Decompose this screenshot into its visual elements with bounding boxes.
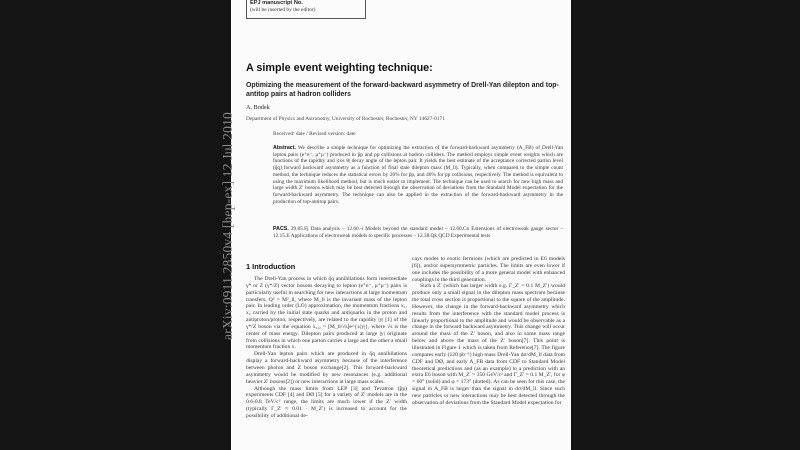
paragraph: Drell-Yan lepton pairs which are produced in q̄q annihilations display a forward-backward asymmetry because of the interference between photon and Z boson exchange[2]. This forward-backward asymmetry would be modified by new resonances (e.g. additional heavier Z′ bosons[2]) or new interactions at large mass scales. (246, 351, 407, 385)
editor-note: (will be inserted by the editor) (250, 7, 316, 13)
paper-page (231, 0, 571, 450)
pacs (273, 226, 563, 239)
arxiv-identifier: arXiv:0911.2850v4 [hep-ex] 12 Jul 2010 (220, 112, 235, 340)
pacs-text: 29.85.Fj Data analysis – 12.60.-i Models beyond the standard model – 12.60.Cn Extensions of electroweak gauge sector – 12.15.Ji Applications of electroweak models to specific processes – 12.38.Qk QCD Experimental tests (273, 226, 563, 239)
abstract (273, 145, 563, 205)
abstract-label: Abstract. (273, 145, 296, 151)
paper-title: A simple event weighting technique: (246, 62, 433, 74)
right-column (412, 256, 565, 407)
affiliation: Department of Physics and Astronomy, University of Rochester, Rochester, NY 14627-0171 (246, 116, 445, 122)
pacs-label: PACS. (273, 226, 289, 232)
paper-subtitle: Optimizing the measurement of the forward-backward asymmetry of Drell-Yan dilepton and top-antitop pairs at hadron colliders (246, 82, 559, 98)
paragraph: cays modes to exotic fermions (which are predicted in E6 models [6]), and/or supersymmetric particles. The limits are even lower if one includes the possibility of a more general model with enhanced couplings to the third generation. (412, 256, 565, 283)
section-heading: 1 Introduction (246, 262, 296, 271)
abstract-text: We describe a simple technique for optimizing the extraction of the forward-backward asymmetry (A_FB) of Drell-Yan lepton pairs (e⁺e⁻, μ⁺μ⁻) produced in p̄p and pp collisions at hadron colliders. The method employs simple event weights which are functions of the rapidity and |cos θ| decay angle of the lepton pair. It yields the best estimate of the acceptance corrected parton level (q̄q) forward backward asymmetry as a function of final state dilepton mass (M_ll). Typically, when compared to the simple count method, the technique reduces the statistical errors by 20% for p̄p, and 40% for pp collisions, respectively. The method is equivalent to using the maximum likelihood method, but is much easier to implement. The technique can be used to search for new high mass and large width Z′ bosons which may be best detected through the observation of deviations from the Standard Model expectation for the forward-backward asymmetry. The technique can also be applied in the extraction of the forward-backward asymmetry in the production of top-antitop pairs. (273, 145, 563, 205)
paragraph: Such a Z′ (which has larger width e.g. Γ_Z′ = 0.1 M_Z′) would produce only a small signal in the dilepton mass spectrum because the total cross section is proportional to the square of the amplitude. However, the change in the forward-backward asymmetry which results from the interference with the standard model process is linearly proportional to the amplitude and would be observable as a change in the forward backward asymmetry. This change will occur around the mass of the Z′ boson, and also in some mass range below and above the mass of the Z′ boson[7]. This point is illustrated in Figure 1 which is taken from Reference[7]. The figure compares early (120 pb⁻¹) high mass Drell-Yan dσ/dM_ll data from CDF and DØ, and early A_FB data from CDF to Standard Model theoretical predictions and (as an example) to a prediction with an extra E6 boson with M_Z′ = 350 GeV/c² and Γ_Z′ = 0.1 M_Z′, for φ = 60° (solid) and φ = 173° (dotted). As can be seen for this case, the signal in A_FB is larger than the signal in dσ/dM_ll. Since such new particles or new interactions may be best detected through the observation of deviations from the Standard Model expectation for (412, 283, 565, 406)
paragraph: The Drell-Yan process in which q̄q annihilations form intermediate γ* or Z (γ*/Z) vector bosons decaying to lepton (e⁺e⁻, μ⁺μ⁻) pairs is particularly useful in searching for new interactions at large momentum transfers, Q² = M²_ll, where M_ll is the invariant mass of the lepton pair. In leading order (LO) approximation, the momentum fractions x₁, x₂ carried by the initial state quarks and antiquarks in the proton and antiproton/proton, respectively, are related to the rapidity |y| [1] of the γ*/Z boson via the equation x₁,₂ = [M_ll/√s]e^{±|y|}, where √s is the center of mass energy. Dilepton pairs produced at large |y| originate from collisions in which one parton carries a large and the other a small momentum fraction x. (246, 276, 407, 351)
journal-header-box (246, 0, 366, 19)
journal-name: EPJ manuscript No. (250, 0, 303, 6)
left-column (246, 276, 407, 420)
paragraph: Although the mass limits from LEP [3] and Tevatron (p̄p) experiments CDF [4] and DØ [5] for a variety of Z′ models are in the 0.6-0.8 TeV/c² range, the limits are much lower if the Z′ width (typically Γ_Z′ ≈ 0.01 · M_Z′) is increased to account for the possibility of additional de- (246, 385, 407, 419)
author: A. Bodek (246, 104, 270, 111)
received-date: Received: date / Revised version: date (273, 131, 356, 137)
